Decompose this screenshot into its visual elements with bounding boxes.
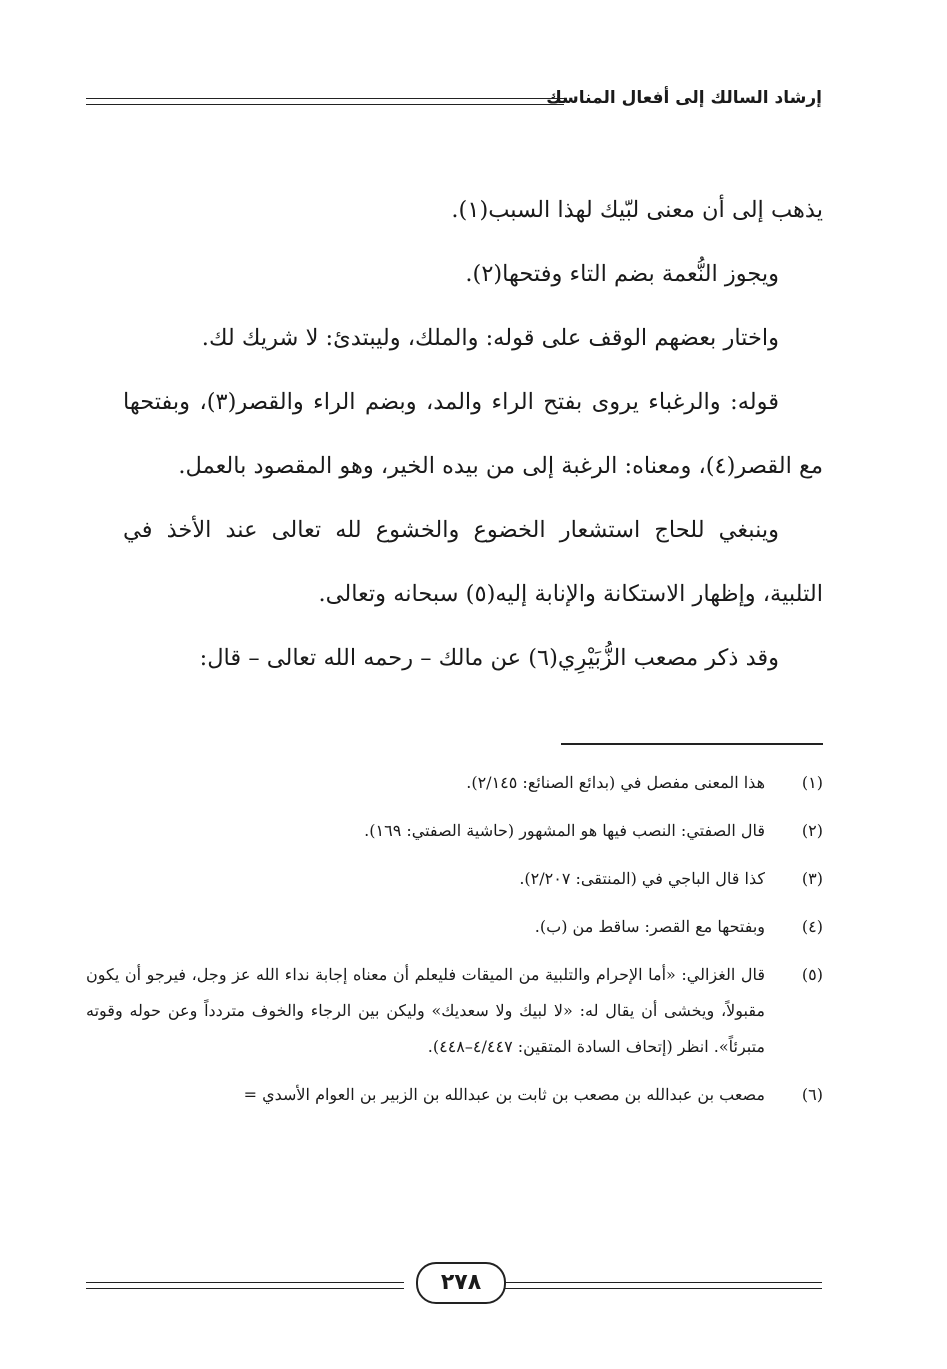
footnote-text: قال الصفتي: النصب فيها هو المشهور (حاشية الصفتي: ١٦٩). [364,821,765,840]
main-text [123,178,823,690]
footnote-number: (٥) [801,965,823,984]
header-double-rule [86,98,564,105]
page-number: ٢٧٨ [416,1262,506,1304]
footnote-number: (٤) [801,917,823,936]
paragraph: وقد ذكر مصعب الزُّبَيْرِي(٦) عن مالك – رحمه الله تعالى – قال: [199,645,779,671]
footnote [86,765,823,801]
footer-rule-left [86,1282,404,1289]
footnote [86,957,823,1065]
page-footer [86,1262,822,1312]
footnotes [86,765,823,1113]
footnote-text: كذا قال الباجي في (المنتقى: ٢/٢٠٧). [519,869,765,888]
paragraph: ويجوز النُّعمة بضم التاء وفتحها(٢). [465,261,779,287]
footnote-text: مصعب بن عبدالله بن مصعب بن ثابت بن عبدالله بن الزبير بن العوام الأسدي = [243,1085,765,1104]
paragraph: يذهب إلى أن معنى لبّيك لهذا السبب(١). [451,197,823,223]
book-title: إرشاد السالك إلى أفعال المناسك [546,88,822,108]
footnote-text: قال الغزالي: «أما الإحرام والتلبية من الميقات فليعلم أن معناه إجابة نداء الله عز وجل، فيرجو أن يكون مقبولاً، ويخشى أن يقال له: «لا لبيك ولا سعديك» وليكن بين الرجاء والخوف متردداً وعن حوله وقوته متبرئاً». انظر (إتحاف السادة المتقين: ٤/٤٤٧–٤٤٨). [86,965,765,1056]
footnote-number: (١) [801,773,823,792]
footnote-text: وبفتحها مع القصر: ساقط من (ب). [534,917,765,936]
footnote [86,813,823,849]
footnote-number: (٣) [801,869,823,888]
footnote [86,861,823,897]
footnote-separator [561,743,823,745]
paragraph: وينبغي للحاج استشعار الخضوع والخشوع لله تعالى عند الأخذ في التلبية، وإظهار الاستكانة والإنابة إليه(٥) سبحانه وتعالى. [123,517,823,607]
running-header [86,88,822,114]
footnote-text: هذا المعنى مفصل في (بدائع الصنائع: ٢/١٤٥). [466,773,765,792]
footnote-number: (٦) [801,1085,823,1104]
footer-rule-right [504,1282,822,1289]
footnote-number: (٢) [801,821,823,840]
footnote [86,1077,823,1113]
paragraph: قوله: والرغباء يروى بفتح الراء والمد، وبضم الراء والقصر(٣)، وبفتحها مع القصر(٤)، ومعناه: الرغبة إلى من بيده الخير، وهو المقصود بالعمل. [123,389,823,479]
footnote [86,909,823,945]
paragraph: واختار بعضهم الوقف على قوله: والملك، وليبتدئ: لا شريك لك. [201,325,779,351]
